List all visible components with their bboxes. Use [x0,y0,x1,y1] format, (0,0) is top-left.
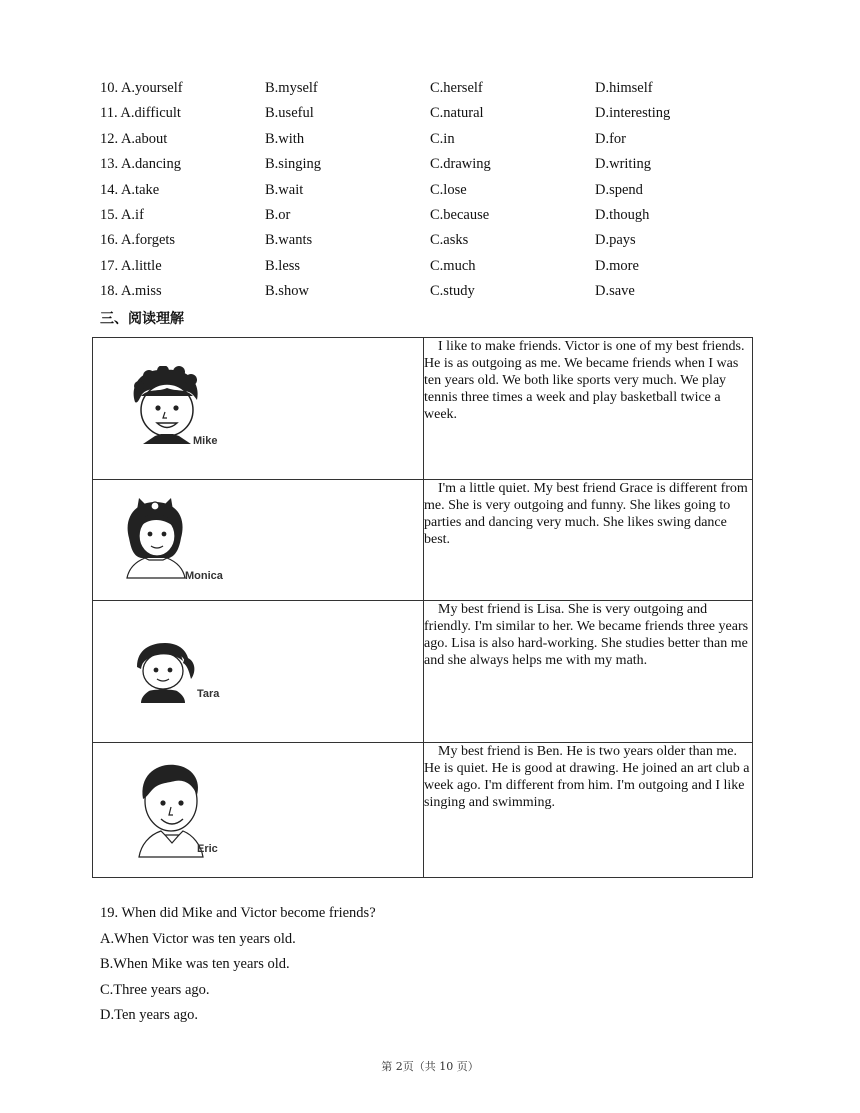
choice-a: 15. A.if [100,206,144,223]
passage-cell [424,601,753,743]
choice-b: B.with [265,130,305,147]
reading-row [93,601,753,743]
character-name: Mike [193,435,218,447]
answer-option-b[interactable]: B.When Mike was ten years old. [100,956,290,972]
passage-text: I like to make friends. Victor is one of my best friends. He is as outgoing as me. We became friends when I was ten years old. We both like sports very much. We play tennis three times a week and play basketball twice a week. [424,339,745,422]
choice-a: 17. A.little [100,257,162,274]
reading-table [92,337,753,878]
portrait-cell [93,601,424,743]
choice-b: B.show [265,283,309,300]
choice-d: D.spend [595,181,643,198]
answer-option-a[interactable]: A.When Victor was ten years old. [100,930,296,947]
choice-c: C.lose [430,181,467,198]
choice-a: 18. A.miss [100,283,162,300]
choice-d: D.writing [595,156,651,173]
passage-text: I'm a little quiet. My best friend Grace is different from me. She is very outgoing and funny. She likes going to parties and dancing very much. She likes swing dance best. [424,481,748,547]
portrait-cell [93,480,424,601]
girl-bow-icon [119,498,191,582]
choice-a: 12. A.about [100,130,168,147]
girl-ponytail-icon [131,641,197,705]
character-name: Monica [185,570,223,582]
choice-d: D.himself [595,80,653,96]
reading-row [93,338,753,480]
character-name: Tara [197,688,220,700]
passage-text: My best friend is Lisa. She is very outgoing and friendly. I'm similar to her. We became friends three years ago. Lisa is also hard-working. She studies better than me and she always helps me with my math. [424,602,749,668]
section-title: 三、阅读理解 [100,311,184,327]
choice-b: B.or [265,206,291,223]
choice-c: C.study [430,283,475,300]
answer-option-c[interactable]: C.Three years ago. [100,981,210,998]
passage-text: My best friend is Ben. He is two years older than me. He is quiet. He is good at drawing. He joined an art club a week ago. I'm different from him. I'm outgoing and I like singing and swimming. [424,744,750,810]
choice-d: D.pays [595,232,636,249]
choice-d: D.interesting [595,105,671,122]
answer-option-d[interactable]: D.Ten years ago. [100,1007,199,1023]
choice-c: C.asks [430,232,469,249]
choice-b: B.singing [265,156,321,173]
choice-b: B.wait [265,181,304,198]
choice-d: D.for [595,130,627,147]
choice-c: C.in [430,130,455,147]
choice-c: C.much [430,257,476,274]
passage-cell [424,480,753,601]
reading-row [93,480,753,601]
passage-cell [424,338,753,480]
choice-d: D.save [595,283,635,300]
question-stem: 19. When did Mike and Victor become friends? [100,905,376,921]
choice-a: 13. A.dancing [100,156,181,173]
choice-b: B.useful [265,105,314,122]
choice-a: 10. A.yourself [100,80,183,96]
page-footer: 第 2页（共 10 页） [381,1060,479,1073]
choice-c: C.because [430,206,490,223]
choice-b: B.wants [265,232,313,249]
portrait-cell [93,743,424,878]
choice-d: D.more [595,257,639,274]
choice-a: 14. A.take [100,181,160,198]
choice-a: 11. A.difficult [100,105,181,122]
question-19 [100,903,376,1031]
choice-c: C.herself [430,80,483,96]
choice-b: B.less [265,257,301,274]
passage-cell [424,743,753,878]
character-name: Eric [197,843,218,855]
portrait-cell [93,338,424,480]
choice-b: B.myself [265,80,318,96]
reading-row [93,743,753,878]
choice-c: C.natural [430,105,484,122]
choice-d: D.though [595,206,650,223]
choice-c: C.drawing [430,156,491,173]
choice-a: 16. A.forgets [100,232,176,249]
